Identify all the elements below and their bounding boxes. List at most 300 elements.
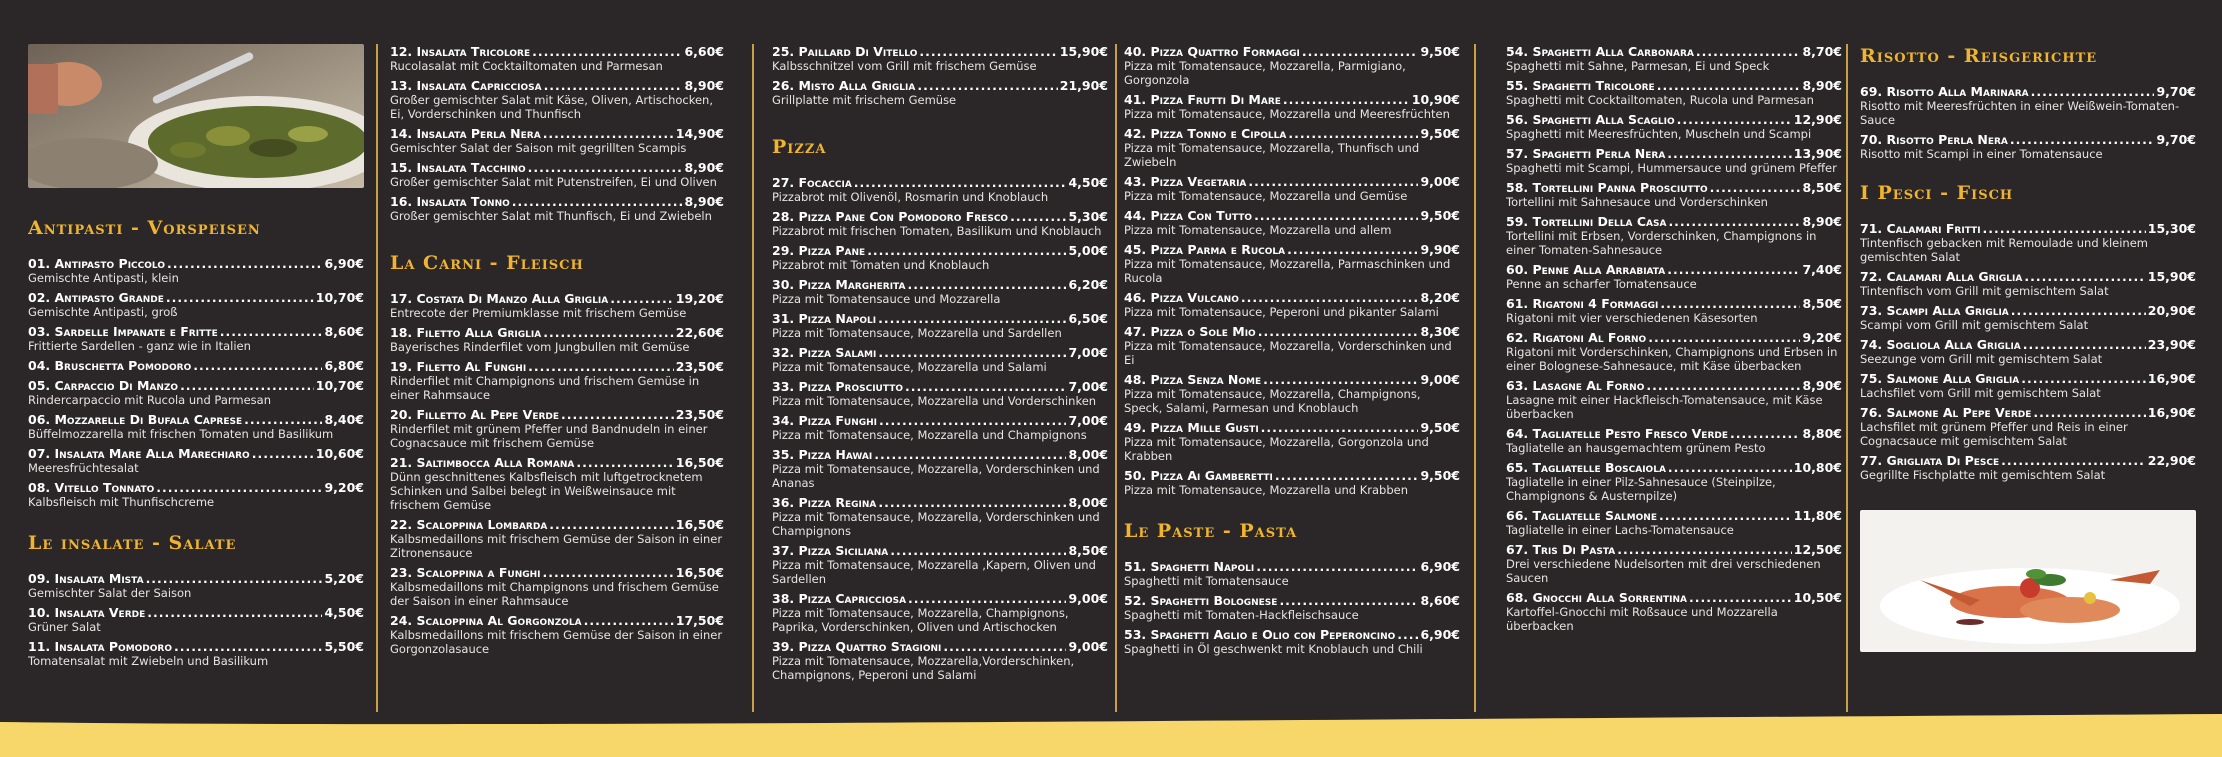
menu-item [390,565,724,608]
dot-leader [528,359,674,374]
menu-item-price: 15,30€ [2147,221,2196,236]
fish-plate-photo-image [1860,510,2196,652]
menu-item-name: 43. Pizza Vegetaria [1124,174,1247,189]
menu-item [1124,593,1460,622]
menu-item [28,605,364,634]
menu-item-description: Pizza mit Tomatensauce, Peperoni und pikanter Salami [1124,305,1439,319]
menu-item-name: 24. Scaloppina Al Gorgonzola [390,613,582,628]
menu-column-2 [390,44,724,714]
dot-leader [1279,593,1418,608]
menu-item-description: Pizza mit Tomatensauce, Mozzarella und Vorderschinken [772,394,1097,408]
section-carni-continued [772,44,1108,107]
section-title-carni: La Carni - Fleisch [390,252,584,274]
menu-item-price: 8,90€ [684,194,724,209]
menu-item-description: Spaghetti mit Meeresfrüchten, Muscheln und Scampi [1506,127,1812,141]
menu-item-name: 04. Bruschetta Pomodoro [28,358,192,373]
menu-item-price: 9,20€ [324,480,364,495]
menu-item-name: 36. Pizza Regina [772,495,877,510]
dot-leader [1241,290,1419,305]
menu-column-3 [772,44,1108,714]
menu-item-price: 11,80€ [1793,508,1842,523]
menu-item-name: 13. Insalata Capricciosa [390,78,542,93]
antipasti-photo-image [28,44,364,188]
menu-item-name: 37. Pizza Siciliana [772,543,889,558]
dot-leader [167,256,322,271]
menu-item-line [390,455,724,470]
menu-item-name: 27. Focaccia [772,175,852,190]
menu-item-price: 6,90€ [324,256,364,271]
menu-item [28,256,364,285]
menu-item-price: 9,00€ [1068,639,1108,654]
menu-item-name: 52. Spaghetti Bolognese [1124,593,1278,608]
menu-item-line [390,517,724,532]
menu-item-description: Gemischte Antipasti, groß [28,305,178,319]
menu-item-name: 47. Pizza o Sole Mio [1124,324,1256,339]
menu-item-name: 46. Pizza Vulcano [1124,290,1239,305]
menu-item-price: 8,80€ [1802,426,1842,441]
menu-item-name: 30. Pizza Margherita [772,277,906,292]
menu-item-description: Lachsfilet vom Grill mit gemischtem Salat [1860,386,2101,400]
menu-item-description: Großer gemischter Salat mit Thunfisch, Ei und Zwiebeln [390,209,712,223]
dot-leader [878,345,1066,360]
menu-item-price: 8,90€ [1802,214,1842,229]
section-title-insalate: Le insalate - Salate [28,532,237,554]
menu-item-price: 13,90€ [1793,146,1842,161]
menu-item [1124,372,1460,415]
menu-item [1860,132,2196,161]
menu-item [772,495,1108,538]
menu-item [1506,542,1842,585]
dot-leader [584,613,674,628]
column-divider [376,44,378,712]
menu-item-description: Penne an scharfer Tomatensauce [1506,277,1697,291]
menu-item [390,613,724,656]
menu-item [1124,324,1460,367]
dot-leader [905,379,1066,394]
menu-item [28,639,364,668]
menu-item-line [1860,269,2196,284]
dot-leader [193,358,322,373]
menu-item-price: 9,50€ [1420,208,1460,223]
menu-item [1124,208,1460,237]
menu-item-line [1124,44,1460,59]
menu-item-name: 41. Pizza Frutti Di Mare [1124,92,1281,107]
menu-item-price: 9,00€ [1420,372,1460,387]
menu-item-name: 72. Calamari Alla Griglia [1860,269,2023,284]
menu-item-line [1506,378,1842,393]
menu-column-5 [1506,44,1842,714]
menu-item-price: 8,70€ [1802,44,1842,59]
menu-item-description: Kartoffel-Gnocchi mit Roßsauce und Mozzarella überbacken [1506,605,1778,633]
menu-item-price: 8,90€ [684,78,724,93]
menu-item-line [28,446,364,461]
menu-item-description: Gemischter Salat der Saison [28,586,192,600]
menu-item-description: Pizza mit Tomatensauce, Mozzarella, Champignons, Paprika, Vorderschinken, Oliven und Artischocken [772,606,1069,634]
menu-item [772,591,1108,634]
menu-item-name: 38. Pizza Capricciosa [772,591,907,606]
section-title-paste: Le Paste - Pasta [1124,520,1298,542]
menu-item-price: 19,20€ [675,291,724,306]
menu-item-name: 65. Tagliatelle Boscaiola [1506,460,1666,475]
dot-leader [1256,559,1418,574]
menu-item-line [28,605,364,620]
menu-item-description: Großer gemischter Salat mit Käse, Oliven, Artischocken, Ei, Vorderschinken und Thunfisch [390,93,713,121]
menu-item-line [1860,453,2196,468]
dot-leader [2031,84,2155,99]
menu-item-line [1124,559,1460,574]
dot-leader [528,160,683,175]
menu-item-description: Gemischte Antipasti, klein [28,271,179,285]
menu-item-line [28,358,364,373]
menu-item-line [772,379,1108,394]
menu-item-line [772,175,1108,190]
menu-item [390,325,724,354]
menu-item-name: 08. Vitello Tonnato [28,480,155,495]
menu-item [772,44,1108,73]
menu-item-price: 8,30€ [1420,324,1460,339]
menu-item-description: Frittierte Sardellen - ganz wie in Italien [28,339,251,353]
menu-item-line [390,291,724,306]
dot-leader [576,455,673,470]
menu-item-name: 61. Rigatoni 4 Formaggi [1506,296,1659,311]
menu-item-price: 16,90€ [2147,405,2196,420]
menu-item-line [1860,303,2196,318]
menu-item-line [1506,426,1842,441]
menu-item-name: 02. Antipasto Grande [28,290,164,305]
menu-item-price: 21,90€ [1059,78,1108,93]
menu-item-line [28,378,364,393]
dot-leader [1660,296,1800,311]
menu-item-description: Pizza mit Tomatensauce, Mozzarella, Parmaschinken und Rucola [1124,257,1451,285]
menu-item-description: Kalbsschnitzel vom Grill mit frischem Gemüse [772,59,1037,73]
dot-leader [878,495,1066,510]
menu-item-price: 9,90€ [1420,242,1460,257]
menu-item-line [1506,44,1842,59]
menu-item-name: 16. Insalata Tonno [390,194,510,209]
menu-item-description: Kalbsfleisch mit Thunfischcreme [28,495,215,509]
bottom-wave-decoration [0,700,2222,757]
menu-item-line [772,345,1108,360]
menu-item-description: Pizza mit Tomatensauce, Mozzarella, Gorgonzola und Krabben [1124,435,1429,463]
menu-item-price: 8,40€ [324,412,364,427]
menu-item-description: Lasagne mit einer Hackfleisch-Tomatensauce, mit Käse überbacken [1506,393,1823,421]
menu-item-price: 8,50€ [1802,180,1842,195]
section-insalate [28,531,364,668]
dot-leader [252,446,314,461]
menu-item [1124,420,1460,463]
menu-item-price: 23,50€ [675,359,724,374]
menu-item-description: Seezunge vom Grill mit gemischtem Salat [1860,352,2103,366]
menu-item-name: 77. Grigliata Di Pesce [1860,453,2000,468]
menu-item-line [772,591,1108,606]
menu-item-description: Rucolasalat mit Cocktailtomaten und Parmesan [390,59,663,73]
menu-item-name: 28. Pizza Pane Con Pomodoro Fresco [772,209,1009,224]
dot-leader [943,639,1066,654]
menu-item-line [772,243,1108,258]
menu-item-description: Dünn geschnittenes Kalbsfleisch mit luftgetrocknetem Schinken und Salbei belegt in Weißweinsauce mit frischem Gemüse [390,470,703,512]
menu-item-name: 21. Saltimbocca Alla Romana [390,455,575,470]
menu-item-price: 6,60€ [684,44,724,59]
menu-item-price: 6,90€ [1420,627,1460,642]
menu-item [1860,84,2196,127]
menu-item-price: 12,90€ [1793,112,1842,127]
menu-item-name: 50. Pizza Ai Gamberetti [1124,468,1273,483]
dot-leader [561,407,674,422]
menu-item [772,311,1108,340]
menu-item-name: 07. Insalata Mare Alla Marechiaro [28,446,250,461]
menu-item-name: 34. Pizza Funghi [772,413,878,428]
menu-item [772,639,1108,682]
menu-item-price: 8,00€ [1068,447,1108,462]
menu-item-line [1860,132,2196,147]
menu-item-description: Pizzabrot mit Tomaten und Knoblauch [772,258,990,272]
column-divider [752,44,754,712]
section-pizza-continued [1124,44,1460,497]
menu-column-4 [1124,44,1460,714]
menu-item-description: Rigatoni mit Vorderschinken, Champignons und Erbsen in einer Bolognese-Sahnesauce, mit Käse überbacken [1506,345,1838,373]
column-divider [1474,44,1476,712]
menu-item-description: Spaghetti mit Tomatensauce [1124,574,1289,588]
dot-leader [543,126,674,141]
dot-leader [1254,208,1418,223]
dot-leader [2033,405,2145,420]
dot-leader [2010,132,2155,147]
menu-item-description: Meeresfrüchtesalat [28,461,139,475]
dot-leader [1730,426,1800,441]
menu-item-description: Rindercarpaccio mit Rucola und Parmesan [28,393,272,407]
menu-item-name: 62. Rigatoni Al Forno [1506,330,1647,345]
menu-item-name: 09. Insalata Mista [28,571,144,586]
menu-item-name: 14. Insalata Perla Nera [390,126,541,141]
menu-item [390,291,724,320]
menu-item-line [1124,468,1460,483]
menu-item-description: Tagliatelle an hausgemachtem grünem Pesto [1506,441,1766,455]
menu-item-name: 58. Tortellini Panna Prosciutto [1506,180,1708,195]
menu-item-line [1124,242,1460,257]
menu-item-description: Grüner Salat [28,620,101,634]
menu-item [1506,78,1842,107]
menu-item-name: 32. Pizza Salami [772,345,877,360]
menu-item-description: Pizza mit Tomatensauce, Mozzarella ,Kapern, Oliven und Sardellen [772,558,1096,586]
menu-item [1506,180,1842,209]
dot-leader [244,412,322,427]
menu-item [390,78,724,121]
dot-leader [1696,44,1801,59]
menu-item-price: 9,50€ [1420,126,1460,141]
menu-item-line [390,565,724,580]
menu-item-line [772,277,1108,292]
dot-leader [1397,627,1418,642]
menu-item-name: 05. Carpaccio Di Manzo [28,378,179,393]
menu-item [1124,242,1460,285]
menu-item [772,175,1108,204]
menu-item-price: 15,90€ [1059,44,1108,59]
menu-item-price: 8,60€ [1420,593,1460,608]
menu-item [772,413,1108,442]
menu-item-description: Tortellini mit Sahnesauce und Vorderschinken [1506,195,1768,209]
menu-item [28,378,364,407]
dot-leader [2011,303,2146,318]
menu-column-6 [1860,44,2196,714]
menu-item-name: 17. Costata Di Manzo Alla Griglia [390,291,609,306]
menu-item-name: 06. Mozzarelle Di Bufala Caprese [28,412,243,427]
menu-item-description: Tomatensalat mit Zwiebeln und Basilikum [28,654,269,668]
menu-item-line [1124,290,1460,305]
menu-item-description: Gegrillte Fischplatte mit gemischtem Salat [1860,468,2106,482]
dot-leader [549,517,673,532]
menu-item-description: Pizza mit Tomatensauce, Mozzarella und Gemüse [1124,189,1408,203]
menu-item-name: 70. Risotto Perla Nera [1860,132,2008,147]
dot-leader [867,243,1066,258]
menu-item-name: 63. Lasagne Al Forno [1506,378,1645,393]
menu-item-line [1506,508,1842,523]
menu-item [1506,262,1842,291]
menu-item-description: Drei verschiedene Nudelsorten mit drei verschiedenen Saucen [1506,557,1821,585]
menu-item-price: 9,50€ [1420,44,1460,59]
menu-item-line [1506,296,1842,311]
dot-leader [879,413,1066,428]
dot-leader [220,324,323,339]
menu-item-line [390,407,724,422]
menu-item [1124,174,1460,203]
menu-item-price: 8,60€ [324,324,364,339]
menu-item-price: 16,90€ [2147,371,2196,386]
dot-leader [543,325,674,340]
dot-leader [907,277,1066,292]
menu-item-description: Pizza mit Tomatensauce, Mozzarella und Salami [772,360,1047,374]
menu-item-line [772,78,1108,93]
menu-item-price: 10,50€ [1793,590,1842,605]
menu-item [390,407,724,450]
menu-item-name: 54. Spaghetti Alla Carbonara [1506,44,1694,59]
menu-item [772,447,1108,490]
menu-item-description: Pizza mit Tomatensauce, Mozzarella, Champignons, Speck, Salami, Parmesan und Knoblauch [1124,387,1421,415]
menu-item-name: 03. Sardelle Impanate e Fritte [28,324,218,339]
menu-item-price: 9,00€ [1420,174,1460,189]
menu-item-name: 44. Pizza Con Tutto [1124,208,1253,223]
menu-item-line [390,160,724,175]
dot-leader [1263,372,1418,387]
menu-item [390,194,724,223]
menu-item-price: 20,90€ [2147,303,2196,318]
dot-leader [543,565,674,580]
menu-item-name: 15. Insalata Tacchino [390,160,526,175]
menu-item-description: Spaghetti mit Sahne, Parmesan, Ei und Speck [1506,59,1770,73]
menu-item-line [28,571,364,586]
menu-item-price: 6,20€ [1068,277,1108,292]
menu-item-price: 8,90€ [1802,78,1842,93]
dot-leader [1710,180,1801,195]
menu-item-line [772,447,1108,462]
menu-item-name: 55. Spaghetti Tricolore [1506,78,1655,93]
menu-item [772,277,1108,306]
menu-item [1860,405,2196,448]
menu-item-line [390,613,724,628]
menu-item [1124,44,1460,87]
menu-item [1506,426,1842,455]
menu-item [772,209,1108,238]
menu-item-line [1506,146,1842,161]
menu-item-price: 10,60€ [315,446,364,461]
menu-item-description: Entrecote der Premiumklasse mit frischem Gemüse [390,306,687,320]
menu-item-price: 12,50€ [1793,542,1842,557]
dot-leader [1617,542,1792,557]
menu-item [390,126,724,155]
menu-item [1860,371,2196,400]
menu-item-name: 20. Filletto Al Pepe Verde [390,407,560,422]
section-risotto [1860,44,2196,161]
menu-item-line [1124,92,1460,107]
dot-leader [512,194,683,209]
dot-leader [1657,78,1801,93]
menu-item-name: 51. Spaghetti Napoli [1124,559,1255,574]
menu-item [28,412,364,441]
menu-item [390,455,724,512]
menu-item [1506,296,1842,325]
menu-item-price: 23,90€ [2147,337,2196,352]
menu-item-price: 6,80€ [324,358,364,373]
menu-item-price: 10,80€ [1793,460,1842,475]
dot-leader [1668,214,1800,229]
menu-item [772,379,1108,408]
menu-item-name: 45. Pizza Parma e Rucola [1124,242,1286,257]
menu-item-line [1506,180,1842,195]
menu-item-price: 15,90€ [2147,269,2196,284]
menu-item-price: 22,90€ [2147,453,2196,468]
menu-item-name: 53. Spaghetti Aglio e Olio con Peperoncino [1124,627,1396,642]
menu-item [390,160,724,189]
menu-item-name: 25. Paillard Di Vitello [772,44,918,59]
dot-leader [878,311,1066,326]
section-title-pesci: I Pesci - Fisch [1860,182,2014,204]
section-title-risotto: Risotto - Reisgerichte [1860,45,2098,67]
menu-item-description: Kalbsmedaillons mit frischem Gemüse der Saison in einer Gorgonzolasauce [390,628,723,656]
menu-item-name: 29. Pizza Pane [772,243,866,258]
menu-item-line [390,194,724,209]
menu-item-description: Pizza mit Tomatensauce, Mozzarella und Krabben [1124,483,1409,497]
menu-item-description: Spaghetti mit Tomaten-Hackfleischsauce [1124,608,1359,622]
menu-item-name: 57. Spaghetti Perla Nera [1506,146,1666,161]
dot-leader [890,543,1066,558]
menu-item [28,480,364,509]
section-pizza [772,135,1108,682]
menu-item [1860,453,2196,482]
menu-item-line [390,126,724,141]
menu-item-name: 22. Scaloppina Lombarda [390,517,548,532]
dot-leader [1288,126,1418,141]
menu-item-description: Pizza mit Tomatensauce und Mozzarella [772,292,1001,306]
menu-item-description: Pizza mit Tomatensauce, Mozzarella und Champignons [772,428,1087,442]
menu-item-line [1860,84,2196,99]
menu-item [1506,590,1842,633]
menu-item-description: Pizza mit Tomatensauce, Mozzarella, Vorderschinken und Ei [1124,339,1452,367]
dot-leader [156,480,322,495]
menu-item [390,517,724,560]
dot-leader [917,78,1057,93]
menu-item-description: Bayerisches Rinderfilet vom Jungbullen mit Gemüse [390,340,690,354]
section-title-pizza: Pizza [772,136,827,158]
section-paste-continued [1506,44,1842,633]
dot-leader [2021,371,2145,386]
menu-item-description: Tagliatelle in einer Lachs-Tomatensauce [1506,523,1734,537]
menu-item [390,44,724,73]
section-antipasti [28,216,364,509]
menu-item-name: 64. Tagliatelle Pesto Fresco Verde [1506,426,1728,441]
menu-item-name: 19. Filetto Al Funghi [390,359,527,374]
menu-item-line [1506,460,1842,475]
menu-item [1124,627,1460,656]
menu-item [1506,460,1842,503]
